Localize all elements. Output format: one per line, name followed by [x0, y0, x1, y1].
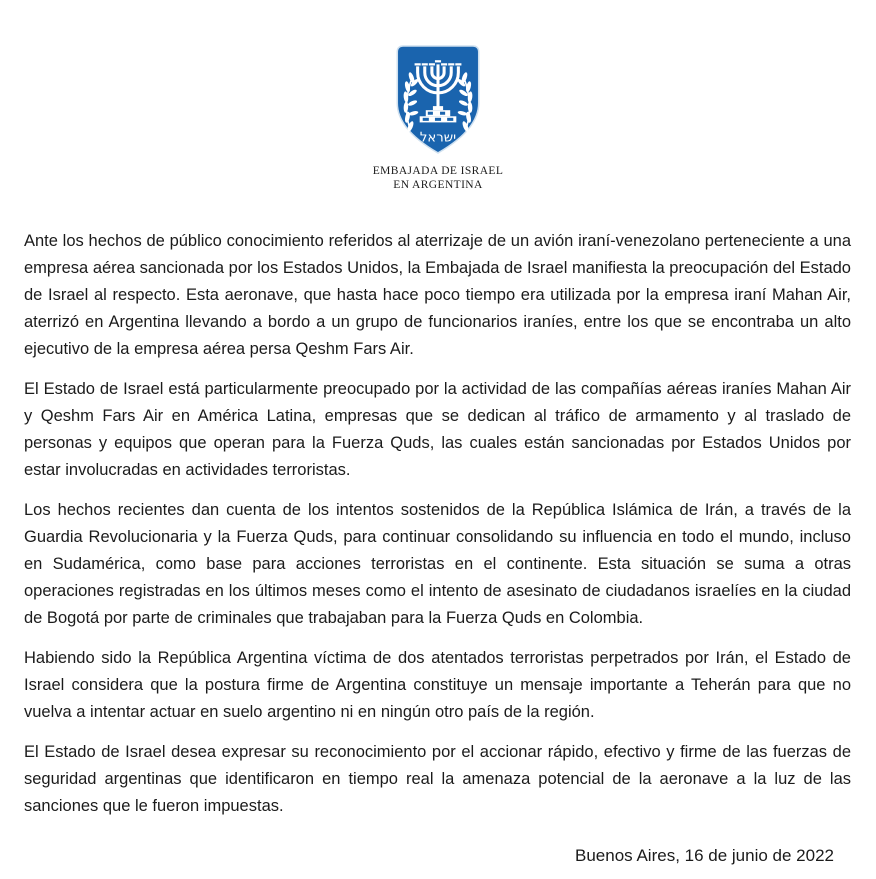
paragraph: Habiendo sido la República Argentina víctima de dos atentados terroristas perpetrados por Irán, el Estado de Israel considera que la postura firme de Argentina constituye un mensaje importante a Teherán para que no vuelva a intentar actuar en suelo argentino ni en ningún otro país de la región.: [24, 649, 851, 721]
embassy-caption-line2: EN ARGENTINA: [393, 179, 483, 191]
document-header: [0, 0, 876, 192]
paragraph: El Estado de Israel desea expresar su reconocimiento por el accionar rápido, efectivo y firme de las fuerzas de seguridad argentinas que identificaron en tiempo real la amenaza potencial de la aeronave a la luz de las sanciones que le fueron impuestas.: [24, 743, 851, 815]
israel-state-emblem-icon: [387, 44, 489, 156]
embassy-caption-line1: EMBAJADA DE ISRAEL: [372, 165, 504, 177]
paragraph: Ante los hechos de público conocimiento referidos al aterrizaje de un avión iraní-venezolano perteneciente a una empresa aérea sancionada por los Estados Unidos, la Embajada de Israel manifiesta la preocupación del Estado de Israel al respecto. Esta aeronave, que hasta hace poco tiempo era utilizada por la empresa iraní Mahan Air, aterrizó en Argentina llevando a bordo a un grupo de funcionarios iraníes, entre los que se encontraba un alto ejecutivo de la empresa aérea persa Qeshm Fars Air.: [24, 232, 851, 358]
emblem-hebrew-text: ישראל: [419, 130, 457, 146]
statement-body: [24, 228, 851, 820]
paragraph: Los hechos recientes dan cuenta de los intentos sostenidos de la República Islámica de Irán, a través de la Guardia Revolucionaria y la Fuerza Quds, para continuar consolidando su influencia en todo el mundo, incluso en Sudamérica, como base para acciones terroristas en el continente. Esta situación se suma a otras operaciones registradas en los últimos meses como el intento de asesinato de ciudadanos israelíes en la ciudad de Bogotá por parte de criminales que trabajaban para la Fuerza Quds en Colombia.: [24, 501, 851, 627]
paragraph: El Estado de Israel está particularmente preocupado por la actividad de las compañías aéreas iraníes Mahan Air y Qeshm Fars Air en América Latina, empresas que se dedican al tráfico de armamento y al traslado de personas y equipos que operan para la Fuerza Quds, las cuales están sancionadas por Estados Unidos por estar involucradas en actividades terroristas.: [24, 380, 851, 479]
dateline: Buenos Aires, 16 de junio de 2022: [575, 846, 834, 865]
embassy-caption: [0, 164, 876, 192]
